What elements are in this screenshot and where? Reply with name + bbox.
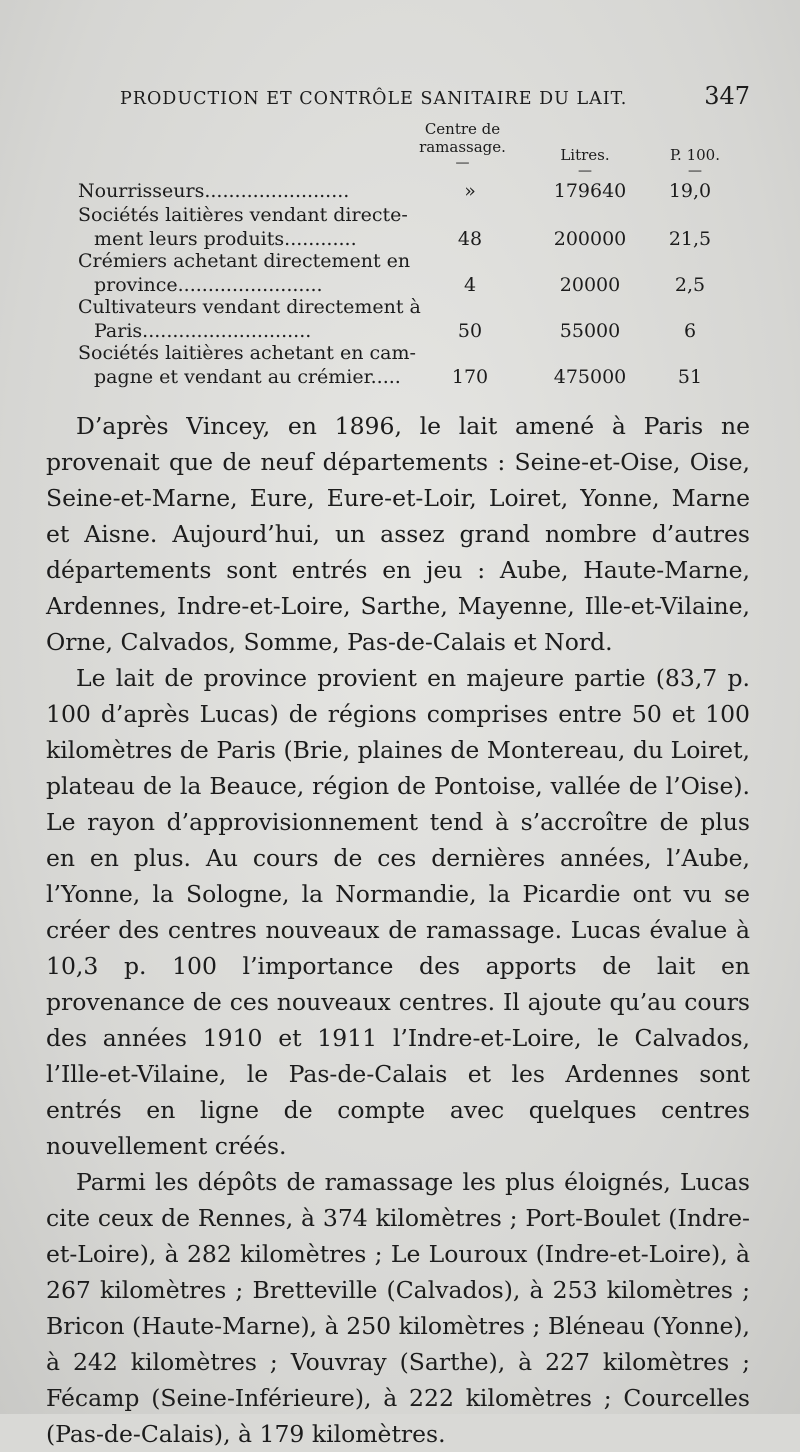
column-header-litres-label: Litres. [560,146,610,164]
cell-litres: 179640 [553,180,627,202]
cell-pct: 6 [683,320,697,342]
table-row [0,296,800,342]
row-label: Sociétés laitières vendant directe- [78,204,408,226]
table-row [0,250,800,296]
page-header [120,82,750,110]
column-header-pct [650,146,740,178]
body-text [46,408,750,1452]
row-label: Crémiers achetant directement en [78,250,411,272]
cell-centre: 50 [457,320,483,342]
cell-pct: 51 [677,366,703,388]
cell-pct: 2,5 [674,274,706,296]
cell-litres: 20000 [559,274,621,296]
paragraph: Parmi les dépôts de ramassage les plus éloignés, Lucas cite ceux de Rennes, à 374 kilomètres ; Port-Boulet (Indre-et-Loire), à 282 kilomètres ; Le Louroux (Indre-et-Loire), à 267 kilomètres ; Bretteville (Calvados), à 253 kilomètres ; Bricon (Haute-Marne), à 250 kilomètres ; Bléneau (Yonne), à 242 kilomètres ; Vouvray (Sarthe), à 227 kilomètres ; Fécamp (Seine-Inférieure), à 222 kilomètres ; Courcelles (Pas-de-Calais), à 179 kilomètres. [46,1168,750,1448]
paragraph: D’après Vincey, en 1896, le lait amené à Paris ne provenait que de neuf départements : Seine-et-Oise, Oise, Seine-et-Marne, Eure, Eure-et-Loir, Loiret, Yonne, Marne et Aisne. Aujourd’hui, un assez grand nombre d’autres départements sont entrés en jeu : Aube, Haute-Marne, Ardennes, Indre-et-Loire, Sarthe, Mayenne, Ille-et-Vilaine, Orne, Calvados, Somme, Pas-de-Calais et Nord. [46,412,750,656]
column-dash: — [688,163,702,179]
running-head: PRODUCTION ET CONTRÔLE SANITAIRE DU LAIT. [120,89,628,109]
column-header-centre [410,120,515,170]
cell-pct: 19,0 [668,180,712,202]
row-label-continuation: Paris............................ [94,320,312,342]
column-header-centre-label: Centre de ramassage. [419,120,506,156]
row-label-continuation: province........................ [94,274,323,296]
cell-litres: 475000 [553,366,627,388]
column-header-litres [540,146,630,178]
table-row [0,180,800,204]
column-dash: — [578,163,592,179]
cell-pct: 21,5 [668,228,712,250]
column-header-pct-label: P. 100. [670,146,720,164]
row-label: Nourrisseurs........................ [78,180,350,202]
cell-litres: 200000 [553,228,627,250]
cell-centre: » [464,180,476,202]
cell-centre: 48 [457,228,483,250]
page-number: 347 [704,82,750,110]
cell-centre: 4 [463,274,477,296]
cell-litres: 55000 [559,320,621,342]
table-row [0,342,800,388]
row-label: Sociétés laitières achetant en cam- [78,342,416,364]
column-dash: — [455,155,470,171]
table-row [0,204,800,250]
table-header [0,120,800,180]
cell-centre: 170 [451,366,489,388]
row-label-continuation: pagne et vendant au crémier..... [94,366,401,388]
row-label: Cultivateurs vendant directement à [78,296,421,318]
paragraph: Le lait de province provient en majeure partie (83,7 p. 100 d’après Lucas) de régions comprises entre 50 et 100 kilomètres de Paris (Brie, plaines de Montereau, du Loiret, plateau de la Beauce, région de Pontoise, vallée de l’Oise). Le rayon d’approvisionnement tend à s’accroître de plus en en plus. Au cours de ces dernières années, l’Aube, l’Yonne, la Sologne, la Normandie, la Picardie ont vu se créer des centres nouveaux de ramassage. Lucas évalue à 10,3 p. 100 l’importance des apports de lait en provenance de ces nouveaux centres. Il ajoute qu’au cours des années 1910 et 1911 l’Indre-et-Loire, le Calvados, l’Ille-et-Vilaine, le Pas-de-Calais et les Ardennes sont entrés en ligne de compte avec quelques centres nouvellement créés. [46,664,750,1160]
row-label-continuation: ment leurs produits............ [94,228,357,250]
